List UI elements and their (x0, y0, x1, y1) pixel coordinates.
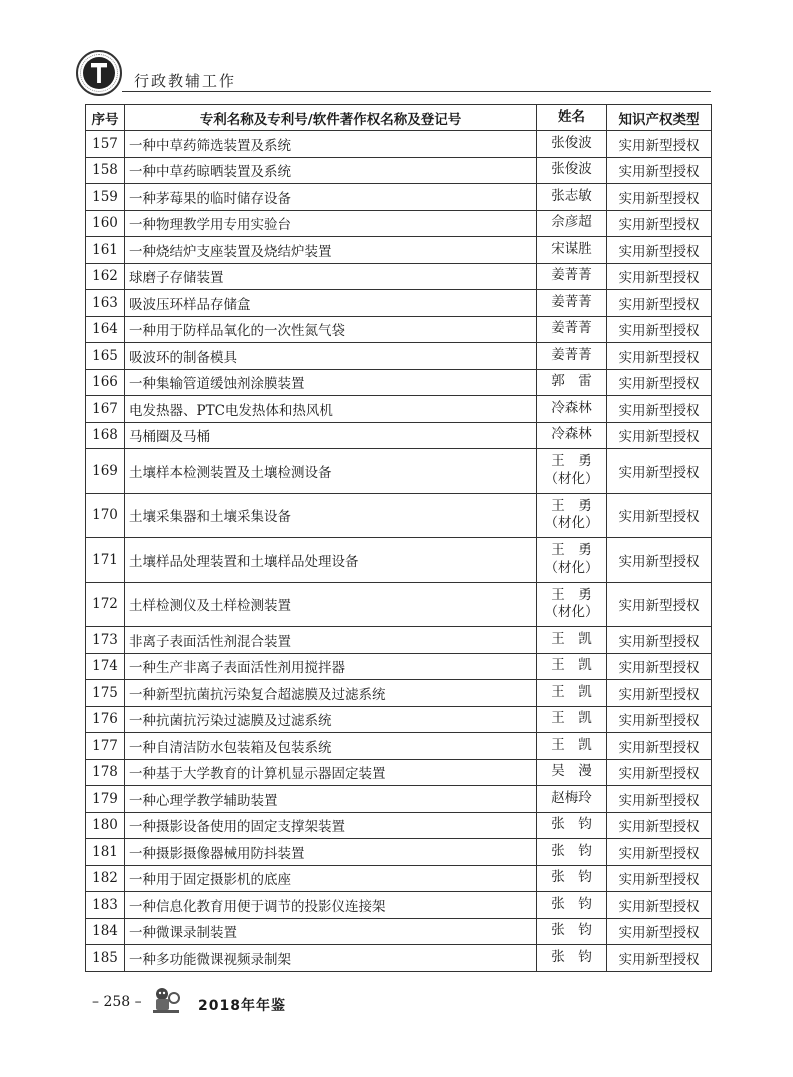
table-row (86, 733, 712, 760)
column-header-type: 知识产权类型 (607, 105, 712, 131)
row-number: 157 (86, 131, 125, 158)
inventor-name (537, 343, 607, 370)
inventor-name-line: 张俊波 (551, 161, 592, 178)
table-row (86, 131, 712, 158)
table-row (86, 538, 712, 583)
inventor-name (537, 733, 607, 760)
row-number: 171 (86, 538, 125, 583)
yearbook-label: 2018年年鉴 (198, 998, 286, 1014)
page-number: – 258 – (92, 994, 142, 1010)
inventor-name-line: 宋谋胜 (551, 240, 592, 257)
patent-title: 一种抗菌抗污染过滤膜及过滤系统 (125, 706, 537, 733)
column-header-number: 序号 (86, 105, 125, 131)
row-number: 167 (86, 396, 125, 423)
inventor-name (537, 210, 607, 237)
patent-title: 一种多功能微课视频录制架 (125, 945, 537, 972)
row-number: 177 (86, 733, 125, 760)
ip-type: 实用新型授权 (607, 786, 712, 813)
patent-title: 一种用于固定摄影机的底座 (125, 865, 537, 892)
inventor-name-line: 姜菁菁 (551, 267, 592, 284)
inventor-name-line: 张 钧 (551, 895, 592, 912)
row-number: 162 (86, 263, 125, 290)
ip-type: 实用新型授权 (607, 627, 712, 654)
table-row (86, 839, 712, 866)
ip-type: 实用新型授权 (607, 290, 712, 317)
patent-title: 一种基于大学教育的计算机显示器固定装置 (125, 759, 537, 786)
table-row (86, 290, 712, 317)
inventor-affiliation: （材化） (544, 604, 599, 621)
inventor-name-line: 姜菁菁 (551, 293, 592, 310)
inventor-name-line: 张俊波 (551, 134, 592, 151)
patent-title: 一种自清洁防水包装箱及包装系统 (125, 733, 537, 760)
ip-type: 实用新型授权 (607, 263, 712, 290)
patent-title: 吸波压环样品存储盒 (125, 290, 537, 317)
patent-title: 一种信息化教育用便于调节的投影仪连接架 (125, 892, 537, 919)
inventor-name (537, 945, 607, 972)
row-number: 159 (86, 184, 125, 211)
row-number: 181 (86, 839, 125, 866)
inventor-name (537, 184, 607, 211)
inventor-name (537, 538, 607, 583)
section-title: 行政教辅工作 (134, 72, 237, 90)
table-row (86, 184, 712, 211)
row-number: 176 (86, 706, 125, 733)
university-logo (76, 50, 122, 96)
inventor-affiliation: （材化） (544, 515, 599, 532)
patent-title: 球磨子存储装置 (125, 263, 537, 290)
table-row (86, 263, 712, 290)
ip-type: 实用新型授权 (607, 396, 712, 423)
patent-title: 一种摄影设备使用的固定支撑架装置 (125, 812, 537, 839)
patent-title: 土壤样品处理装置和土壤样品处理设备 (125, 538, 537, 583)
ip-type: 实用新型授权 (607, 157, 712, 184)
row-number: 168 (86, 422, 125, 449)
table-row (86, 653, 712, 680)
inventor-name-line: 郭 雷 (551, 373, 592, 390)
inventor-name-line: 冷森林 (551, 399, 592, 416)
patent-title: 一种中草药晾晒装置及系统 (125, 157, 537, 184)
inventor-name (537, 422, 607, 449)
inventor-name-line: 王 凯 (551, 683, 592, 700)
table-row (86, 786, 712, 813)
ip-type: 实用新型授权 (607, 538, 712, 583)
inventor-name (537, 369, 607, 396)
row-number: 158 (86, 157, 125, 184)
inventor-name (537, 839, 607, 866)
patent-title: 一种摄影摄像器械用防抖装置 (125, 839, 537, 866)
row-number: 160 (86, 210, 125, 237)
ip-type: 实用新型授权 (607, 210, 712, 237)
patent-title: 一种生产非离子表面活性剂用搅拌器 (125, 653, 537, 680)
inventor-name-line: 赵梅玲 (551, 789, 592, 806)
patent-title: 电发热器、PTC电发热体和热风机 (125, 396, 537, 423)
patent-title: 一种微课录制装置 (125, 918, 537, 945)
table-row (86, 865, 712, 892)
table-row (86, 422, 712, 449)
patent-title: 马桶圈及马桶 (125, 422, 537, 449)
inventor-name (537, 680, 607, 707)
column-header-name: 姓名 (537, 105, 607, 131)
table-row (86, 343, 712, 370)
row-number: 173 (86, 627, 125, 654)
ip-type: 实用新型授权 (607, 237, 712, 264)
table-row (86, 369, 712, 396)
inventor-name-line: 张 钧 (551, 842, 592, 859)
ip-type: 实用新型授权 (607, 343, 712, 370)
ip-type: 实用新型授权 (607, 131, 712, 158)
inventor-name (537, 263, 607, 290)
patent-title: 土样检测仪及土样检测装置 (125, 582, 537, 627)
inventor-affiliation: （材化） (544, 559, 599, 576)
table-row (86, 396, 712, 423)
patent-title: 非离子表面活性剂混合装置 (125, 627, 537, 654)
inventor-name (537, 157, 607, 184)
inventor-name-line: 王 勇 (551, 542, 592, 559)
patent-title: 一种用于防样品氧化的一次性氮气袋 (125, 316, 537, 343)
row-number: 175 (86, 680, 125, 707)
row-number: 170 (86, 493, 125, 538)
inventor-name-line: 张 钧 (551, 922, 592, 939)
ip-type: 实用新型授权 (607, 892, 712, 919)
inventor-name (537, 759, 607, 786)
inventor-name (537, 918, 607, 945)
ip-type: 实用新型授权 (607, 865, 712, 892)
row-number: 185 (86, 945, 125, 972)
column-header-title: 专利名称及专利号/软件著作权名称及登记号 (125, 105, 537, 131)
table-row (86, 157, 712, 184)
table-row (86, 316, 712, 343)
row-number: 164 (86, 316, 125, 343)
row-number: 182 (86, 865, 125, 892)
header-rule (122, 91, 711, 92)
table-row (86, 892, 712, 919)
inventor-name (537, 892, 607, 919)
patent-title: 一种物理教学用专用实验台 (125, 210, 537, 237)
inventor-name-line: 王 凯 (551, 630, 592, 647)
inventor-name-line: 吴 漫 (551, 763, 592, 780)
table-row (86, 210, 712, 237)
inventor-name (537, 290, 607, 317)
table-row (86, 237, 712, 264)
row-number: 166 (86, 369, 125, 396)
inventor-name-line: 王 勇 (551, 586, 592, 603)
inventor-name (537, 316, 607, 343)
inventor-name-line: 张 钧 (551, 869, 592, 886)
row-number: 161 (86, 237, 125, 264)
patent-title: 吸波环的制备模具 (125, 343, 537, 370)
inventor-name (537, 653, 607, 680)
inventor-name (537, 449, 607, 494)
row-number: 179 (86, 786, 125, 813)
ip-type: 实用新型授权 (607, 582, 712, 627)
table-row (86, 627, 712, 654)
table-row (86, 918, 712, 945)
row-number: 172 (86, 582, 125, 627)
inventor-name (537, 493, 607, 538)
patent-title: 一种烧结炉支座装置及烧结炉装置 (125, 237, 537, 264)
inventor-name-line: 王 凯 (551, 736, 592, 753)
patent-title: 一种集输管道缓蚀剂涂膜装置 (125, 369, 537, 396)
table-header-row (86, 105, 712, 131)
inventor-affiliation: （材化） (544, 470, 599, 487)
inventor-name-line: 王 凯 (551, 710, 592, 727)
row-number: 184 (86, 918, 125, 945)
inventor-name (537, 131, 607, 158)
ip-type: 实用新型授权 (607, 680, 712, 707)
inventor-name (537, 865, 607, 892)
inventor-name-line: 姜菁菁 (551, 346, 592, 363)
inventor-name-line: 张 钧 (551, 948, 592, 965)
table-row (86, 945, 712, 972)
table-row (86, 493, 712, 538)
ip-type: 实用新型授权 (607, 918, 712, 945)
inventor-name (537, 706, 607, 733)
table-row (86, 706, 712, 733)
row-number: 178 (86, 759, 125, 786)
ip-type: 实用新型授权 (607, 493, 712, 538)
row-number: 169 (86, 449, 125, 494)
row-number: 180 (86, 812, 125, 839)
row-number: 183 (86, 892, 125, 919)
inventor-name (537, 786, 607, 813)
ip-type: 实用新型授权 (607, 653, 712, 680)
table-body (86, 131, 712, 972)
patent-title: 一种中草药筛选装置及系统 (125, 131, 537, 158)
patent-table (85, 104, 712, 972)
inventor-name-line: 佘彦超 (551, 214, 592, 231)
inventor-name-line: 王 勇 (551, 497, 592, 514)
inventor-name-line: 姜菁菁 (551, 320, 592, 337)
ip-type: 实用新型授权 (607, 759, 712, 786)
row-number: 165 (86, 343, 125, 370)
table-row (86, 759, 712, 786)
inventor-name-line: 张 钧 (551, 816, 592, 833)
inventor-name-line: 王 凯 (551, 657, 592, 674)
patent-title: 一种新型抗菌抗污染复合超滤膜及过滤系统 (125, 680, 537, 707)
inventor-name (537, 582, 607, 627)
patent-title: 土壤样本检测装置及土壤检测设备 (125, 449, 537, 494)
mascot-icon (150, 984, 184, 1016)
ip-type: 实用新型授权 (607, 369, 712, 396)
patent-title: 土壤采集器和土壤采集设备 (125, 493, 537, 538)
inventor-name (537, 627, 607, 654)
ip-type: 实用新型授权 (607, 706, 712, 733)
ip-type: 实用新型授权 (607, 184, 712, 211)
inventor-name-line: 张志敏 (551, 187, 592, 204)
patent-title: 一种茅莓果的临时储存设备 (125, 184, 537, 211)
row-number: 163 (86, 290, 125, 317)
row-number: 174 (86, 653, 125, 680)
ip-type: 实用新型授权 (607, 316, 712, 343)
table-row (86, 449, 712, 494)
inventor-name (537, 237, 607, 264)
ip-type: 实用新型授权 (607, 733, 712, 760)
table-row (86, 582, 712, 627)
table-row (86, 812, 712, 839)
ip-type: 实用新型授权 (607, 449, 712, 494)
patent-title: 一种心理学教学辅助装置 (125, 786, 537, 813)
inventor-name (537, 396, 607, 423)
table-row (86, 680, 712, 707)
inventor-name-line: 冷森林 (551, 426, 592, 443)
inventor-name-line: 王 勇 (551, 453, 592, 470)
ip-type: 实用新型授权 (607, 422, 712, 449)
ip-type: 实用新型授权 (607, 839, 712, 866)
ip-type: 实用新型授权 (607, 945, 712, 972)
ip-type: 实用新型授权 (607, 812, 712, 839)
inventor-name (537, 812, 607, 839)
